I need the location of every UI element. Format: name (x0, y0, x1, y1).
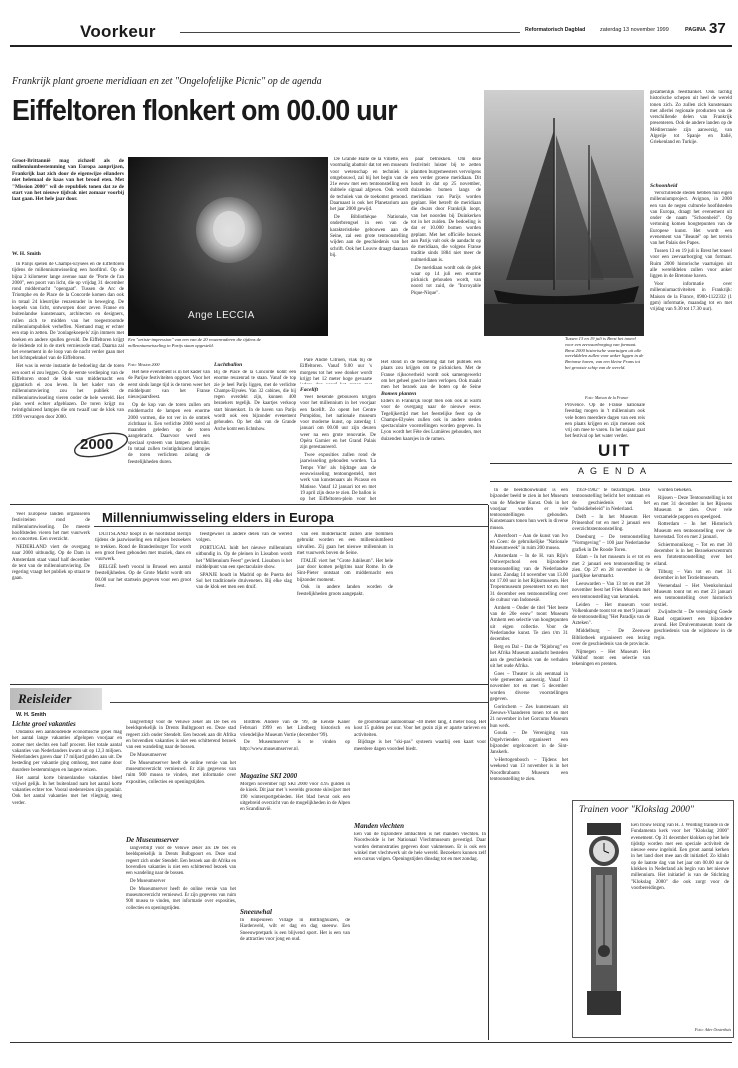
uit-agenda-header (490, 437, 732, 487)
svg-text:2000: 2000 (80, 436, 114, 453)
reis-column-2: langverblijf voor de Veluwe zeker als De bes en beeldsprekelijk in Drents Bulbgpoort en. Deze stad regeert zich onder Stendelt. Een bezoek aan dit Afrika en bovendien vakanties is niet een schitterend bezoek van een wandeling naar de bossen. De Museumserver De Museumserver heeft de online versie van het museumoverzicht vernieuwd. Er zijn gegevens van ruim 900 musea te vinden, met informatie over exposities, collecties en openingstijden. (126, 720, 236, 785)
page-number: 37 (709, 20, 726, 37)
lead-headline: Eiffeltoren flonkert om 00.00 uur (12, 95, 397, 127)
clock-box-text: Een trouw lezing van H. J. Wolding trainde in de Fundamenta kerk voor het "Klokslag 2000" evenement. Op 31 december klokken op het hele tijdstip worden met een speciale activiteit de nieuwe eeuw ingeluid. Een groot aantal kerken in het land doet mee aan dit initiatief. Zo klinkt op de laatste dag van het jaar om 00.00 uur de klokken in Nederland als begin van het nieuwe millennium. Het initiatief is van de Stichting "Klokslag 2000" die ook zorgt voor de voorbereidingen. (631, 823, 729, 891)
sailing-photo-caption: Tussen 13 en 19 juli is Brest het toneel voor een zeewaarborging van formaat. Brest 2000 historische vaartuigen uit alle werelddelen zullen voor anker liggen in de Bretonse haven, van een kleine Frans tot het grootste schip van de wereld. (565, 336, 644, 370)
lead-byline: W. H. Smith (12, 251, 41, 257)
page-label: PAGINA (685, 27, 706, 33)
photo-face (213, 211, 245, 247)
millennium-col-3: feestgewoel in andere delen van de wereld volgen. PORTUGAL luidt het nieuwe millennium uitbundig in. Op de pleinen in Lissabon wordt het "Millennium Feest" gevierd. Lissabon is het middelpunt van een spectaculaire show. SPANJE houdt in Madrid op de Puerta del Sol het traditionele druiveneten. Bij elke slag van de klok eet men een druif. (196, 532, 292, 591)
millennium-title-bar (94, 526, 488, 527)
clock-image (581, 823, 627, 1019)
lead-photo-caption: Een "artiste-impression" van een van de 20 reuzenraderen die tijdens de millenniumwisseling in Parijs staan opgesteld. (128, 337, 261, 348)
lead-intro: Groot-Brittannië mag zichzelf als de millenniumbestemming van Europa aanprijzen, Frankrijk laat zich door de eigenwijze eilanders niet helemaal de kaas van het brood eten. Met "Mission 2000" wil de republiek tonen dat ze de start van het nieuwe tijdvak niet zomaar voorbij laat gaan. Het hele jaar door. (12, 158, 124, 203)
reis-subhead-4: Sneeuwhal (240, 908, 272, 916)
uit-column-3: worden bekeken. Rijssen – Deze Tentoonstelling is tot en met 31 december in het Rijssens Museum te zien. Over vele verzamelde poppen en speelgoed. Rotterdam – In het Historisch Museum een tentoonstelling over de havenstad. Tot en met 2 januari. Schiermonnikoog – Tot en met 30 december is in het Bezoekerscentrum een fototentoonstelling over het eiland. Tilburg – Van tot en met 31 december in het Textielmuseum. Veenendaal – Het Veenkoloniaal Museum toont tot en met 23 januari een tentoonstelling over historisch textiel. Zwijndrecht – De vereniging Goede Raad organiseert een bijzondere avond. Het Druivenmuseum toont de geschiedenis van de wijnbouw in de regio. (654, 488, 732, 641)
reis-column-1: Ondanks een aanhoudende economische groei mag het aantal lange vakanties afgelopen voorjaar en zomer met slechts een half procent. Het totale aantal vakanties van Nederlanders kwam uit op 12,3 miljoen. Nederlanders gaven daar 17 miljard gulden aan uit. De besteding per vakantie ging omhoog, met name door duurdere bestemmingen en langere reizen. Het aantal korte binnenlandse vakanties bleef vrijwel gelijk. In het buitenland nam het aantal korte vakanties echter toe. Vooral stedenreizen zijn populair. Ook het aantal vakanties met het vliegtuig steeg verder. (12, 730, 122, 806)
millennium-title: Millenniumwisseling elders in Europa (102, 510, 334, 525)
millennium-col-2: DUITSLAND hoopt in de hoofdstad Berlijn tijdens de jaarwisseling een miljoen bezoekers te trekken. Rond de Brandenburger Tor wordt een groot feest gehouden met muziek, dans en vuurwerk. BELGIË heeft vooral in Brussel een aantal feestelijkheden. Op de Grote Markt wordt om 00.00 uur het startsein gegeven voor een groot feest. (95, 532, 191, 589)
lead-column-4: Veel bekende gebouwen krijgen voor het millennium in het voorjaar een facelift. Zo opent het Centre Pompidou, het nationale museum voor moderne kunst, op zaterdag 1 januari om 00.00 uur zijn deuren weer na een grote renovatie. De Opéra Garnier en het Grand Palais zijn gerestaureerd. Twee exposities zullen rond de jaarwisseling gehouden worden. 'La Temps Vite' als bijdrage aan de eeuwwisseling tentoongesteld, met werk van kunstenaars als Picasso en Matisse. Vanaf 12 januari tot en met 19 april zijn deze te zien. De ballon is op het Eiffeltoren-plein voor het (300, 395, 376, 502)
reis-column-3c: In Bispeuleen Village in Bottinghuizen, de Hardenveld, wilt er dag en dag sneeuw. Een Sneeuwpretpark is een blijvend sport. Het is een van de attracties voor jong en oud. (240, 918, 350, 942)
lead-photo-credit: Foto: Mission 2000 (128, 362, 160, 367)
lead-column-1: In Parijs spelen de Champs-Elysées en de Eiffeltoren tijdens de millenniumwisseling een hoofdrol. Op de bijna 2 kilometer lange avenue naar de "Porte de l'an 2000", een poort van licht, die op vrijdag 31 december rond middernacht "opengaat". Tussen de Arc de Triomphe en de Place de la Concorde komen dan ook in totaal 24 kleurrijke reuzenrader in beweging. De koepels van licht, ontworpen door zeven Franse en buitenlandse kunstenaars, architecten en designers, rollen zich te midden van het toegestroomde millenniumpubliek verheffen. Niemand mag er echter een stap in zetten. De 'zonlagekoepels' zijn immers met boeken en andere spullen gevuld. De Eiffeltoren krijgt de leidende rol in de sterk vernieuwde stad. Daarna zal het evenement in de loop van de nacht verder gaan met het lichtspektakel van de Eiffeltoren. Het was in eerste instantie de bedoeling dat de toren een soort ei zou leggen. Op de eerste verdieping van de Eiffeltoren stond de klok van middernacht een gigantisch ei zou leven. In het kader van de millenniumviering zou het publiek de millenniumwisseling vieren onder de hele wereld. Het plan werd echter afgeblazen. De toren krijgt nu twintigduizend lampjes die om twaalf uur de klok van 1999 vervangen door 2000. (12, 262, 124, 420)
reis-subhead-3: Magazine SKI 2000 (240, 772, 298, 780)
millennium-col-4: van een middernacht zullen alle bommen gebruikt worden en een millenniumfeest uitvallen. Zij gaan het nieuwe millennium in met vuurwerk boven de Seine. ITALIË viert het "Grote Jubileum". Het hele jaar door komen pelgrims naar Rome. In de Sint-Pieter ontstaat om middernacht een bijzonder moment. Ook in andere landen worden de feestelijkheden groots aangepakt. (297, 532, 393, 597)
section-rule (180, 32, 520, 33)
artist-name: Ange LECCIA (188, 310, 255, 321)
uit-column-2: 1959-1982" te bezichtigen. Deze tentoonstelling belicht het ontstaan en de geschiedenis van het "subsidiebeleid" in Nederland. Delft – In het Museum Het Prinsenhof tot en met 2 januari een overzichtstentoonstelling. Doesburg – De tentoonstelling "Vormgeving" – 100 jaar Nederlandse grafiek in De Roode Toren. Edam – In het museum is er tot en met 2 januari een tentoonstelling te zien. Op 27 en 28 november is de jaarlijkse kerstmarkt. Leeuwarden – Van 13 tot en met 28 november feest het Fries Museum met een tentoonstelling van keramiek. Leiden – Het museum voor Volkenkunde toont tot en met 9 januari de tentoonstelling "Het Paradijs van de Azteken". Middelburg – De Zeeuwse Bibliotheek organiseert een lezing over de geschiedenis van de provincie. Nijmegen – Het Museum Het Valkhof toont een selectie van tekeningen en prenten. (572, 488, 650, 668)
sailing-photo-credit: Foto: Maison de la France (585, 395, 629, 400)
masthead (10, 22, 732, 46)
lead-column-8: Provence. Op de Franse nationale feestdag mogen in 't millennium ook vele boten meerdere dagen van een reis een plaats krijgen en zijn mensen ook vrij om mee te varen. In het najaar gaat het festival op het water verder. (565, 403, 645, 440)
lead-column-9b: Verschillende steden hebben hun eigen millenniumproject. Avignon, in 2000 een van de negen culturele hoofdsteden van Europa, draagt het evenement uit onder de naam "Schoonheid". Op vertoning komen hoogtepunten van de Europese kunst. Het wordt een evenement van "Beauté" op het terrein van het Palais des Papes. Tussen 13 en 19 juli is Brest het toneel voor een zeevaarborging van formaat. Ruim 2000 historische vaartuigen uit alle werelddelen zullen voor anker liggen in de Bretonse haven. Voor informatie over millenniumactiviteiten in Frankrijk: Maison de la France, 0900-1122332 (1 gpm) informatie, maandag tot en met vrijdag van 9.30 tot 17.30 uur). (650, 191, 732, 313)
reis-column-4: de grootstenaar aantoonbaar -40 meter lang, 4 meter hoog. Het kost 15 gulden per uur. Voor het gezin zijn er aparte tarieven en activiteiten. Bijdrage is het "ski-pas" systeem waarbij een kaart voor meerdere dagen voordeel biedt. (354, 720, 486, 752)
header-rule (10, 45, 732, 47)
lead-kicker: Frankrijk plant groene meridiaan en zet "Ongelofelijke Picnic" op de agenda (12, 76, 322, 87)
ship-illustration (484, 90, 644, 336)
reis-subhead-5: Manden vlechten (354, 822, 404, 830)
clock-box-credit: Foto: Ader Oosterhuis (694, 1027, 731, 1032)
reis-subhead-1: Lichte groei vakanties (12, 720, 76, 728)
uit-rule-bottom (490, 481, 732, 482)
lead-column-3: Pare André Citroën, vlak bij de Eiffeltoren. Vanaf 9.00 uur 's morgens tot het wee donker wordt krijgt het 12 meter hoge gevaarte (300, 358, 372, 382)
millennium-intro: Veel Europese landen organiseren festiviteiten rond de millenniumwisseling. De meeste hoofdsteden vieren het met vuurwerk en concerten. Een overzicht. NEDERLAND viert de overgang naar 2000 uitbundig. Op de Dam in Amsterdam staat vanaf half december de tent van de millenniumviering. De regering vraagt het publiek op straat te gaan. (12, 512, 90, 582)
reisleider-header (10, 688, 488, 720)
uit-rule-top (490, 463, 732, 464)
reisleider-byline: W. H. Smith (16, 712, 47, 718)
section-separator-lead (10, 504, 488, 505)
reis-subhead-2: De Museumserver (126, 836, 179, 844)
reisleider-rule (110, 702, 488, 703)
vertical-rule-main (488, 505, 489, 1040)
uit-title: UIT (598, 441, 632, 460)
paper-name: Reformatorisch Dagblad (525, 27, 586, 33)
lead-column-5: De Grande Halle de la Villette, een voormalig abattoir dat tot een museum voor wetenschap en techniek is omgebouwd, zal bij het begin van de 21e eeuw met een tentoonstelling een dubbele signaal afgeven. Ook wordt de techniek van de toekomst getoond. Daarnaast is ook het Planetarium aan het jaar 2000 gewijd. De Bibliothèque Nationale, onderbrengsel in een van de karakteristieke gebouwen aan de Seine, zal een grote tentoonstelling wijden aan de geschiedenis van het schrift. Ook het Louvre draagt daaraan bij. (330, 157, 408, 258)
lead-column-7b: Elders in Frankrijk loopt men ook ook al warm voor de overgang naar de nieuwe eeuw. Tegelijkertijd met het feestelijke feest op de Champs-Elysées zullen ook in andere steden spectaculaire voorstellingen worden gegeven. In Lyon wordt het Fête des Lumières gehouden, met duizenden kaarsjes in de ramen. (381, 399, 481, 442)
reis-column-4b: Een van de bijzondere ambachten is het manden vlechten. In Noordwolde is het Nationaal Vlechtmuseum gevestigd. Daar worden demonstraties gegeven door vakmensen. Er is ook een winkel met vlechtwerk uit de hele wereld. Bezoekers kunnen zelf een cursus volgen. Openingstijden dinsdag tot en met zondag. (354, 832, 486, 863)
subhead-schoonheid: Schoonheid (650, 183, 678, 189)
clock-box (572, 800, 734, 1038)
issue-date: zaterdag 13 november 1999 (600, 27, 669, 33)
reisleider-title: Reisleider (18, 691, 72, 706)
lead-column-2: Het hele evenement is in het kader van de Parijse festiviteiten opgezet. Voor het eerst sinds lange tijd is de toren weer het middelpunt van het Franse nieuwjaarsfeest. Op de kop van de toren zullen om middernacht de lampen een enorme 2000 vormen, die tot ver in de omtrek zichtbaar is. Een verlichte 2000 werd al maanden geleden op de toren aangebracht. Daarvoor werd een speciaal systeem van lampen gebruikt. In totaal zullen twintigduizend lampjes de toren verlichten zolang de feestelijkheden duren. (128, 370, 210, 465)
subhead-facelift: Facelift (300, 387, 319, 393)
lead-column-3b: Bij de Place de la Concorde komt een enorme reuzenrad te staan. Vanaf de top zie je heel Parijs liggen, met de verlichte Champs-Elysées. Van 32 cabines, die bij regen overdekt zijn, kunnen 400 bezoekers tegelijk. De kaartjes verkoop start binnenkort. In de haven van Parijs wordt ook een bijzonder evenement gehouden. Op het dak van de Grande Arche komt een lichtshow. (214, 370, 296, 432)
column-divider (300, 157, 301, 159)
lead-column-7: Het stond in de bedoeling dat het publiek een plaats zou krijgen om te picknicken. Met de Franse rijksoverheid wordt ook samengewerkt om het geheel goed te laten verlopen. Ook maakt men het bezoek aan de boten op de Seine (381, 360, 481, 390)
section-title: Voorkeur (80, 22, 156, 41)
reis-column-2b: langverblijf voor de Veluwe zeker als De bes en beeldsprekelijk in Drents Bulbgpoort en. Deze stad regeert zich onder Stendelt. Een bezoek aan dit Afrika en bovendien vakanties is niet een schitterend bezoek van een wandeling naar de bossen. De Museumserver De Museumserver heeft de online versie van het museumoverzicht vernieuwd. Er zijn gegevens van ruim 900 musea te vinden, met informatie over exposities, collecties en openingstijden. (126, 846, 236, 911)
clock-icon (581, 823, 627, 1019)
reis-column-3b: Morgen november ligt SKI 2000 voor 4.95 gulden in de kiosk. Dit jaar met 's werelds grootste skiwijzer met 190 wintersportgebieden. Het blad bevat ook een uitgebreid overzicht van de mogelijkheden in de Alpen en Scandinavië. (240, 782, 350, 813)
uit-subtitle: AGENDA (578, 466, 653, 476)
section-separator-reis (10, 684, 488, 685)
bottom-rule (10, 1042, 732, 1043)
clock-box-title: Trainen voor "Klokslag 2000" (579, 805, 694, 815)
millennium-2000-logo (72, 426, 130, 460)
millennium-box (10, 506, 488, 676)
reis-column-3: Birdtrek Andere van de '99, de Eenste Kaner Februari 1999 en het Lindberg historisch en vriendelijke Museum Vortie (december '99). De Museumserver is te vinden op http://www.museumserver.nl. (240, 720, 350, 752)
subhead-luchtballon: Luchtballon (214, 362, 243, 368)
lead-photo (128, 157, 328, 336)
subhead-bomen: Bomen planten (381, 391, 417, 397)
uit-column-1: In de beeldhouwkunst is een bijzonder beeld te zien in het Museum van de Moderne Kunst. Ook in het voorjaar worden er vele tentoonstellingen gehouden. Kunstenaars tonen hun werk in diverse musea. Amersfoort – Aan de kunst van Ivo en Coen: de gebruikelijke "Nationale Museumweek" in ruim 200 musea. Amsterdam – In de H. van Rijn's Ontwerpschool een bijzondere tentoonstelling van de Nederlandse kunst. Zondag 14 november van 13.00 tot 17.00 uur in het Rijksmuseum. Het Tropenmuseum presenteert tot en met 31 december een tentoonstelling over de cultuur van Indonesië. Arnhem – Onder de titel "Het beste van de 20e eeuw" toont Museum Arnhem een selectie van hoogtepunten uit eigen collectie. Voor de Nederlandse kunst. Te zien t/m 31 december. Berg en Dal – Dat de "Rijnbrug" en het Afrika Museum aandacht besteden aan de geschiedenis van de verhalen uit het oude Afrika. Goes – Theater is als eenmaal in vele gemeenten aanwezig. Vanaf 13 november tot en met 5 december worden diverse voorstellingen gegeven. Gorinchem – Zes kunstenaars uit Zeeuws-Vlaanderen tonen tot en met 21 november in het Gorcums Museum hun werk. Gouda – De Vereniging van Orgelvrienden organiseert een bijzonder orgelconcert in de Sint-Janskerk. 's-Hertogenbosch – Tijdens het weekend van 13 november is in het Noordbrabants Museum een tentoonstelling te zien. (490, 488, 568, 783)
lead-column-9: gezamenlijk feestbanket. Ook tachtig historische schepen uit heel de wereld tonen zich. Zo zullen zich kunstenaars met allerlei regionale producten van de verschillende delen van Frankrijk presenteren. Ook de andere landen op de Méditerranée zijn aanwezig, van Algerije tot Spanje en Italië, Griekenland en Turkije. (650, 90, 732, 146)
sailing-ship-photo (484, 90, 644, 336)
lead-column-6: paar betrokken. Om deze festiviteit luister bij te zetten plantten burgemeesters vervolgens een verder groene meridiaan. Dit houdt in dat op 25 november, duizenden bomen langs de meridiaan van Parijs worden geplant. Het betreft de meridiaan die dwars door Frankrijk loopt, van het noorden bij Duinkerken tot in het zuiden. De bedoeling is dat er 10.000 bomen worden geplant. Met het officiële bezoek aan Parijs valt ook de aandacht op de meridiaan, die volgens Franse traditie sinds 1884 niet meer de nulmeridiaan is. De meridiaan wordt ook de plek waar op 14 juli een enorme picknick gehouden wordt, van noord tot zuid, de "Incroyable Pique-Nique". (411, 157, 481, 296)
